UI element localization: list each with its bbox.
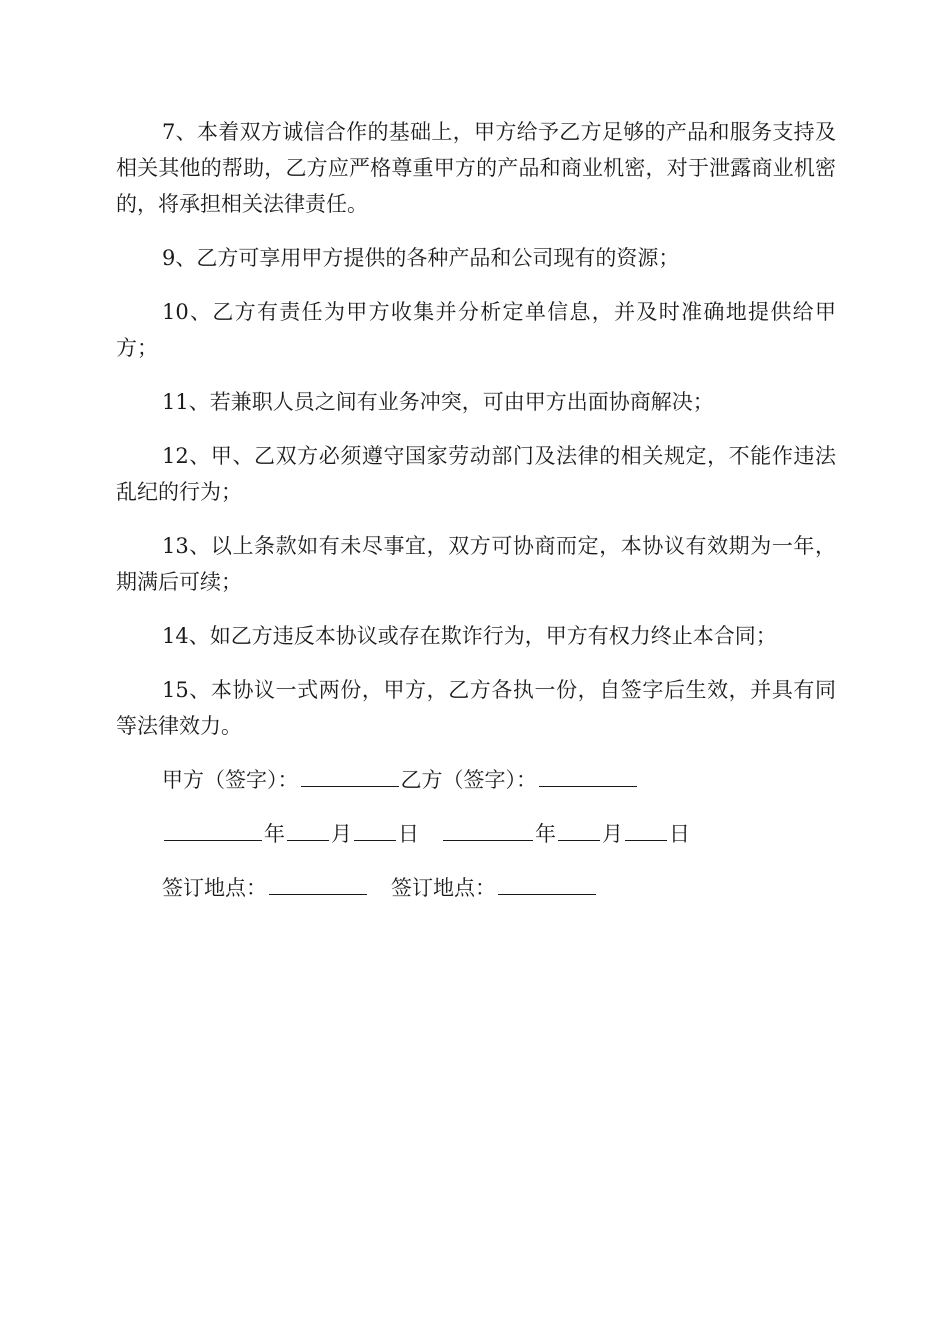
party-a-year-blank [164,818,262,841]
party-a-place-blank [269,872,367,895]
day-label-a: 日 [398,822,419,846]
date-line [116,816,836,852]
party-b-day-blank [625,818,667,841]
clause-9: 9、乙方可享用甲方提供的各种产品和公司现有的资源； [162,246,680,270]
party-a-signature-label: 甲方（签字）： [162,768,299,792]
party-a-signature-blank [301,764,399,787]
place-line [116,870,836,906]
clause-15: 15、本协议一式两份，甲方，乙方各执一份，自签字后生效，并具有同等法律效力。 [116,678,836,738]
party-b-signature-label: 乙方（签字）： [400,768,537,792]
document-body [116,114,836,924]
place-label-a: 签订地点： [162,876,267,900]
party-b-year-blank [443,818,533,841]
year-label-b: 年 [535,822,556,846]
month-label-a: 月 [331,822,352,846]
clause-11: 11、若兼职人员之间有业务冲突，可由甲方出面协商解决； [162,390,714,414]
party-a-day-blank [354,818,396,841]
place-label-b: 签订地点： [391,876,496,900]
party-b-place-blank [498,872,596,895]
month-label-b: 月 [602,822,623,846]
signature-line [116,762,836,798]
clause-10: 10、乙方有责任为甲方收集并分析定单信息，并及时准确地提供给甲方； [116,300,836,360]
clause-13: 13、以上条款如有未尽事宜，双方可协商而定，本协议有效期为一年，期满后可续； [116,534,836,594]
clause-14: 14、如乙方违反本协议或存在欺诈行为，甲方有权力终止本合同； [162,624,777,648]
year-label-a: 年 [264,822,285,846]
party-a-month-blank [287,818,329,841]
party-b-month-blank [558,818,600,841]
clause-7: 7、本着双方诚信合作的基础上，甲方给予乙方足够的产品和服务支持及相关其他的帮助，乙方应严格尊重甲方的产品和商业机密，对于泄露商业机密的，将承担相关法律责任。 [116,120,836,216]
party-b-signature-blank [539,764,637,787]
clause-12: 12、甲、乙双方必须遵守国家劳动部门及法律的相关规定，不能作违法乱纪的行为； [116,444,836,504]
day-label-b: 日 [669,822,690,846]
